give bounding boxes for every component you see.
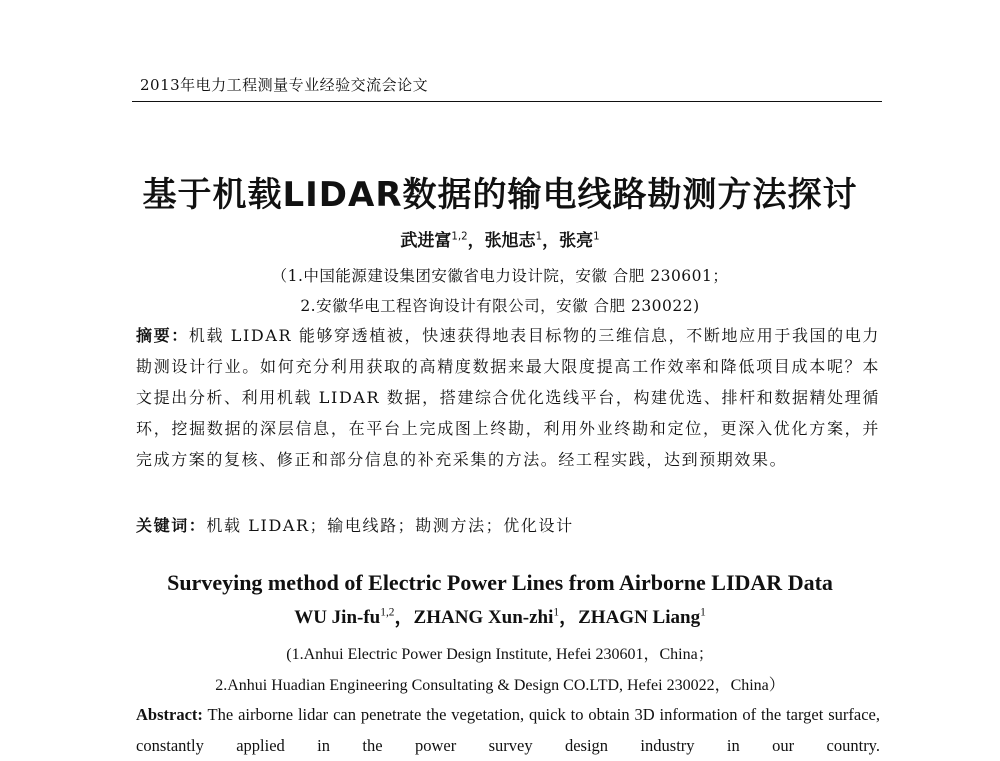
- en-author-sup: 1: [553, 606, 560, 619]
- en-author-name: ZHAGN Liang: [578, 607, 701, 628]
- en-author-sup: 1: [700, 606, 706, 619]
- cn-author-name: 张亮: [559, 231, 594, 251]
- cn-author-sup: 1: [535, 231, 543, 243]
- cn-affiliation-2: 2.安徽华电工程咨询设计有限公司，安徽 合肥 230022): [300, 297, 700, 315]
- cn-abstract-text: 机载 LIDAR 能够穿透植被，快速获得地表目标物的三维信息，不断地应用于我国的电力勘测设计行业。如何充分利用获取的高精度数据来最大限度提高工作效率和降低项目成本呢？本文提出分析、利用机载 LIDAR 数据，搭建综合优化选线平台，构建优选、排杆和数据精处理循环，挖掘数据的深层信息，在平台上完成图上终勘，利用外业终勘和定位，更深入优化方案，并完成方案的复核、修正和部分信息的补充采集的方法。经工程实践，达到预期效果。: [136, 326, 880, 469]
- en-author-name: WU Jin-fu: [294, 607, 381, 628]
- en-title: Surveying method of Electric Power Lines from Airborne LIDAR Data: [167, 570, 833, 595]
- cn-author-name: 武进富: [400, 231, 452, 251]
- cn-authors: [0, 226, 1000, 251]
- cn-affiliation-1: （1.中国能源建设集团安徽省电力设计院，安徽 合肥 230601；: [271, 267, 729, 285]
- header-rule: [132, 101, 882, 102]
- author-sep: ，: [559, 607, 579, 628]
- en-affiliation-2: 2.Anhui Huadian Engineering Consultating & Design CO.LTD, Hefei 230022，China）: [215, 677, 785, 694]
- author-sep: ，: [467, 231, 485, 251]
- en-abstract-label: Abstract:: [136, 705, 203, 724]
- author-sep: ，: [542, 231, 560, 251]
- cn-keywords-label: 关键词：: [136, 516, 207, 535]
- cn-author-sup: 1,2: [451, 231, 468, 243]
- cn-author-sup: 1: [593, 231, 600, 243]
- en-abstract: [136, 699, 880, 761]
- cn-abstract: [136, 320, 880, 475]
- cn-author-name: 张旭志: [484, 231, 536, 251]
- en-authors: [0, 602, 1000, 629]
- cn-title: 基于机载LIDAR数据的输电线路勘测方法探讨: [142, 175, 858, 215]
- en-author-sup: 1,2: [380, 606, 395, 619]
- running-header: 2013年电力工程测量专业经验交流会论文: [140, 76, 429, 94]
- en-affiliation-1: (1.Anhui Electric Power Design Institute, Hefei 230601，China；: [286, 646, 714, 663]
- cn-abstract-label: 摘要：: [136, 326, 189, 345]
- cn-keywords-text: 机载 LIDAR；输电线路；勘测方法；优化设计: [206, 516, 574, 535]
- cn-keywords: [136, 510, 880, 541]
- en-author-name: ZHANG Xun-zhi: [413, 607, 554, 628]
- en-abstract-text: The airborne lidar can penetrate the vegetation, quick to obtain 3D information of the target surface, constantly applied in the power survey design industry in our country.: [136, 705, 880, 755]
- author-sep: ，: [394, 607, 414, 628]
